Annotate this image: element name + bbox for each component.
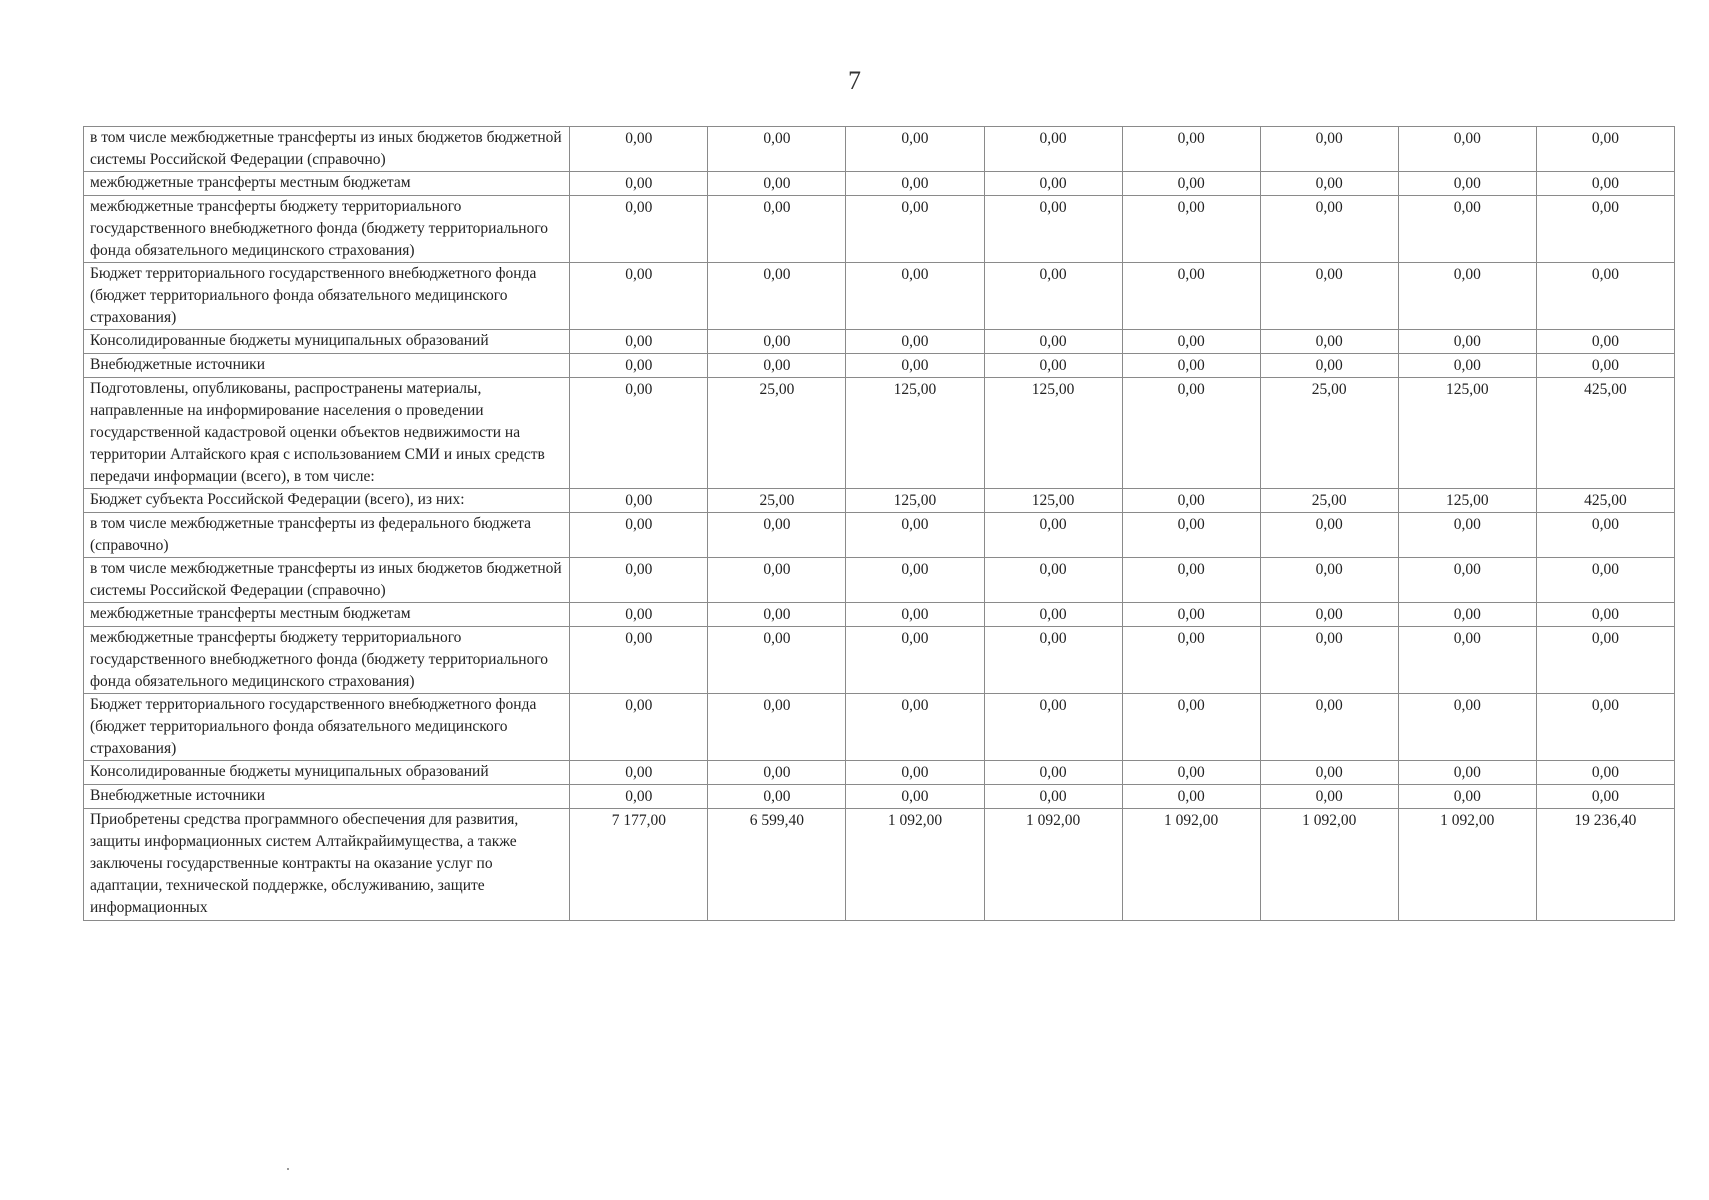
value-cell: 0,00 xyxy=(1536,196,1674,263)
value-cell: 0,00 xyxy=(1260,330,1398,354)
value-cell: 0,00 xyxy=(984,196,1122,263)
row-label: Приобретены средства программного обеспечения для развития, защиты информационных систем Алтайкрайимущества, а также заключены государственные контракты на оказание услуг по адаптации, технической поддержке, обслуживанию, защите информационных xyxy=(84,809,570,921)
value-cell: 0,00 xyxy=(708,513,846,558)
value-cell: 25,00 xyxy=(708,489,846,513)
value-cell: 0,00 xyxy=(984,785,1122,809)
table-row xyxy=(84,809,1675,921)
scan-speck xyxy=(287,1168,289,1170)
value-cell: 0,00 xyxy=(984,627,1122,694)
row-label: межбюджетные трансферты местным бюджетам xyxy=(84,603,570,627)
row-label: в том числе межбюджетные трансферты из иных бюджетов бюджетной системы Российской Федерации (справочно) xyxy=(84,127,570,172)
value-cell: 125,00 xyxy=(984,378,1122,489)
value-cell: 0,00 xyxy=(1260,196,1398,263)
value-cell: 7 177,00 xyxy=(570,809,708,921)
table-row xyxy=(84,513,1675,558)
table-row xyxy=(84,263,1675,330)
row-label: в том числе межбюджетные трансферты из иных бюджетов бюджетной системы Российской Федерации (справочно) xyxy=(84,558,570,603)
row-label: Внебюджетные источники xyxy=(84,354,570,378)
value-cell: 0,00 xyxy=(846,627,984,694)
table-row xyxy=(84,354,1675,378)
value-cell: 0,00 xyxy=(570,761,708,785)
value-cell: 0,00 xyxy=(1398,694,1536,761)
value-cell: 0,00 xyxy=(708,127,846,172)
table-row xyxy=(84,172,1675,196)
value-cell: 0,00 xyxy=(1536,603,1674,627)
table-row xyxy=(84,558,1675,603)
value-cell: 125,00 xyxy=(846,378,984,489)
value-cell: 0,00 xyxy=(846,330,984,354)
value-cell: 0,00 xyxy=(570,330,708,354)
value-cell: 0,00 xyxy=(1122,694,1260,761)
value-cell: 0,00 xyxy=(1398,127,1536,172)
table-row xyxy=(84,196,1675,263)
value-cell: 0,00 xyxy=(1260,513,1398,558)
value-cell: 0,00 xyxy=(1536,558,1674,603)
value-cell: 0,00 xyxy=(1122,378,1260,489)
table-row xyxy=(84,603,1675,627)
value-cell: 0,00 xyxy=(1398,354,1536,378)
row-label: межбюджетные трансферты бюджету территориального государственного внебюджетного фонда (бюджету территориального фонда обязательного медицинского страхования) xyxy=(84,196,570,263)
value-cell: 0,00 xyxy=(1122,513,1260,558)
row-label: Бюджет субъекта Российской Федерации (всего), из них: xyxy=(84,489,570,513)
value-cell: 1 092,00 xyxy=(1260,809,1398,921)
value-cell: 0,00 xyxy=(1122,354,1260,378)
row-label: Бюджет территориального государственного внебюджетного фонда (бюджет территориального фонда обязательного медицинского страхования) xyxy=(84,263,570,330)
value-cell: 0,00 xyxy=(1260,761,1398,785)
value-cell: 25,00 xyxy=(1260,489,1398,513)
page-number: 7 xyxy=(848,66,861,95)
value-cell: 0,00 xyxy=(984,127,1122,172)
value-cell: 0,00 xyxy=(984,558,1122,603)
value-cell: 425,00 xyxy=(1536,489,1674,513)
value-cell: 25,00 xyxy=(708,378,846,489)
value-cell: 0,00 xyxy=(984,263,1122,330)
value-cell: 0,00 xyxy=(708,627,846,694)
value-cell: 0,00 xyxy=(1122,627,1260,694)
value-cell: 0,00 xyxy=(570,785,708,809)
value-cell: 0,00 xyxy=(570,489,708,513)
value-cell: 0,00 xyxy=(984,172,1122,196)
value-cell: 0,00 xyxy=(1260,558,1398,603)
value-cell: 0,00 xyxy=(708,263,846,330)
value-cell: 0,00 xyxy=(1536,694,1674,761)
value-cell: 0,00 xyxy=(846,513,984,558)
row-label: Бюджет территориального государственного внебюджетного фонда (бюджет территориального фонда обязательного медицинского страхования) xyxy=(84,694,570,761)
value-cell: 0,00 xyxy=(1398,761,1536,785)
value-cell: 0,00 xyxy=(1398,785,1536,809)
value-cell: 125,00 xyxy=(984,489,1122,513)
value-cell: 0,00 xyxy=(846,694,984,761)
value-cell: 0,00 xyxy=(1260,172,1398,196)
value-cell: 0,00 xyxy=(846,558,984,603)
value-cell: 0,00 xyxy=(846,603,984,627)
row-label: Внебюджетные источники xyxy=(84,785,570,809)
value-cell: 0,00 xyxy=(846,127,984,172)
table-row xyxy=(84,330,1675,354)
table-row xyxy=(84,378,1675,489)
value-cell: 0,00 xyxy=(1122,172,1260,196)
value-cell: 0,00 xyxy=(1536,354,1674,378)
value-cell: 0,00 xyxy=(1122,196,1260,263)
value-cell: 0,00 xyxy=(1536,330,1674,354)
budget-table-body xyxy=(84,127,1675,921)
value-cell: 0,00 xyxy=(1122,263,1260,330)
value-cell: 0,00 xyxy=(1260,603,1398,627)
table-row xyxy=(84,127,1675,172)
value-cell: 0,00 xyxy=(1260,694,1398,761)
value-cell: 0,00 xyxy=(1122,127,1260,172)
value-cell: 0,00 xyxy=(1260,627,1398,694)
row-label: Консолидированные бюджеты муниципальных образований xyxy=(84,330,570,354)
value-cell: 0,00 xyxy=(1122,330,1260,354)
value-cell: 0,00 xyxy=(1122,761,1260,785)
value-cell: 0,00 xyxy=(984,603,1122,627)
value-cell: 0,00 xyxy=(846,785,984,809)
value-cell: 0,00 xyxy=(1398,263,1536,330)
value-cell: 0,00 xyxy=(1398,330,1536,354)
value-cell: 0,00 xyxy=(984,330,1122,354)
value-cell: 0,00 xyxy=(1260,263,1398,330)
value-cell: 0,00 xyxy=(846,354,984,378)
row-label: в том числе межбюджетные трансферты из федерального бюджета (справочно) xyxy=(84,513,570,558)
value-cell: 0,00 xyxy=(1398,172,1536,196)
value-cell: 0,00 xyxy=(1122,489,1260,513)
value-cell: 6 599,40 xyxy=(708,809,846,921)
value-cell: 0,00 xyxy=(708,196,846,263)
value-cell: 0,00 xyxy=(1536,127,1674,172)
value-cell: 0,00 xyxy=(570,127,708,172)
value-cell: 0,00 xyxy=(1398,513,1536,558)
value-cell: 0,00 xyxy=(846,172,984,196)
row-label: межбюджетные трансферты местным бюджетам xyxy=(84,172,570,196)
value-cell: 0,00 xyxy=(1260,354,1398,378)
value-cell: 0,00 xyxy=(846,263,984,330)
value-cell: 125,00 xyxy=(1398,489,1536,513)
table-row xyxy=(84,694,1675,761)
value-cell: 0,00 xyxy=(846,761,984,785)
table-row xyxy=(84,627,1675,694)
value-cell: 0,00 xyxy=(1398,196,1536,263)
value-cell: 0,00 xyxy=(570,513,708,558)
value-cell: 125,00 xyxy=(1398,378,1536,489)
value-cell: 0,00 xyxy=(570,263,708,330)
value-cell: 0,00 xyxy=(1536,513,1674,558)
table-row xyxy=(84,785,1675,809)
value-cell: 0,00 xyxy=(708,785,846,809)
value-cell: 0,00 xyxy=(708,694,846,761)
value-cell: 0,00 xyxy=(570,627,708,694)
value-cell: 1 092,00 xyxy=(984,809,1122,921)
value-cell: 1 092,00 xyxy=(1122,809,1260,921)
value-cell: 0,00 xyxy=(570,558,708,603)
value-cell: 0,00 xyxy=(708,603,846,627)
table-row xyxy=(84,761,1675,785)
value-cell: 0,00 xyxy=(1536,627,1674,694)
value-cell: 0,00 xyxy=(708,172,846,196)
row-label: Консолидированные бюджеты муниципальных образований xyxy=(84,761,570,785)
value-cell: 0,00 xyxy=(1122,558,1260,603)
value-cell: 425,00 xyxy=(1536,378,1674,489)
value-cell: 0,00 xyxy=(570,196,708,263)
value-cell: 0,00 xyxy=(1398,558,1536,603)
budget-table xyxy=(83,126,1675,921)
row-label: межбюджетные трансферты бюджету территориального государственного внебюджетного фонда (бюджету территориального фонда обязательного медицинского страхования) xyxy=(84,627,570,694)
value-cell: 0,00 xyxy=(846,196,984,263)
value-cell: 0,00 xyxy=(1536,172,1674,196)
value-cell: 0,00 xyxy=(1260,127,1398,172)
value-cell: 1 092,00 xyxy=(846,809,984,921)
value-cell: 19 236,40 xyxy=(1536,809,1674,921)
value-cell: 0,00 xyxy=(708,354,846,378)
value-cell: 0,00 xyxy=(1398,627,1536,694)
value-cell: 25,00 xyxy=(1260,378,1398,489)
row-label: Подготовлены, опубликованы, распространены материалы, направленные на информирование населения о проведении государственной кадастровой оценки объектов недвижимости на территории Алтайского края с использованием СМИ и иных средств передачи информации (всего), в том числе: xyxy=(84,378,570,489)
value-cell: 0,00 xyxy=(1536,263,1674,330)
value-cell: 125,00 xyxy=(846,489,984,513)
value-cell: 0,00 xyxy=(570,378,708,489)
value-cell: 0,00 xyxy=(570,603,708,627)
value-cell: 0,00 xyxy=(984,513,1122,558)
value-cell: 0,00 xyxy=(984,761,1122,785)
value-cell: 0,00 xyxy=(1122,785,1260,809)
value-cell: 0,00 xyxy=(570,694,708,761)
value-cell: 0,00 xyxy=(984,354,1122,378)
value-cell: 0,00 xyxy=(984,694,1122,761)
value-cell: 0,00 xyxy=(1398,603,1536,627)
table-row xyxy=(84,489,1675,513)
value-cell: 0,00 xyxy=(1122,603,1260,627)
value-cell: 0,00 xyxy=(1260,785,1398,809)
value-cell: 0,00 xyxy=(1536,785,1674,809)
value-cell: 0,00 xyxy=(708,330,846,354)
value-cell: 0,00 xyxy=(1536,761,1674,785)
value-cell: 0,00 xyxy=(708,558,846,603)
value-cell: 0,00 xyxy=(708,761,846,785)
value-cell: 0,00 xyxy=(570,354,708,378)
value-cell: 0,00 xyxy=(570,172,708,196)
value-cell: 1 092,00 xyxy=(1398,809,1536,921)
